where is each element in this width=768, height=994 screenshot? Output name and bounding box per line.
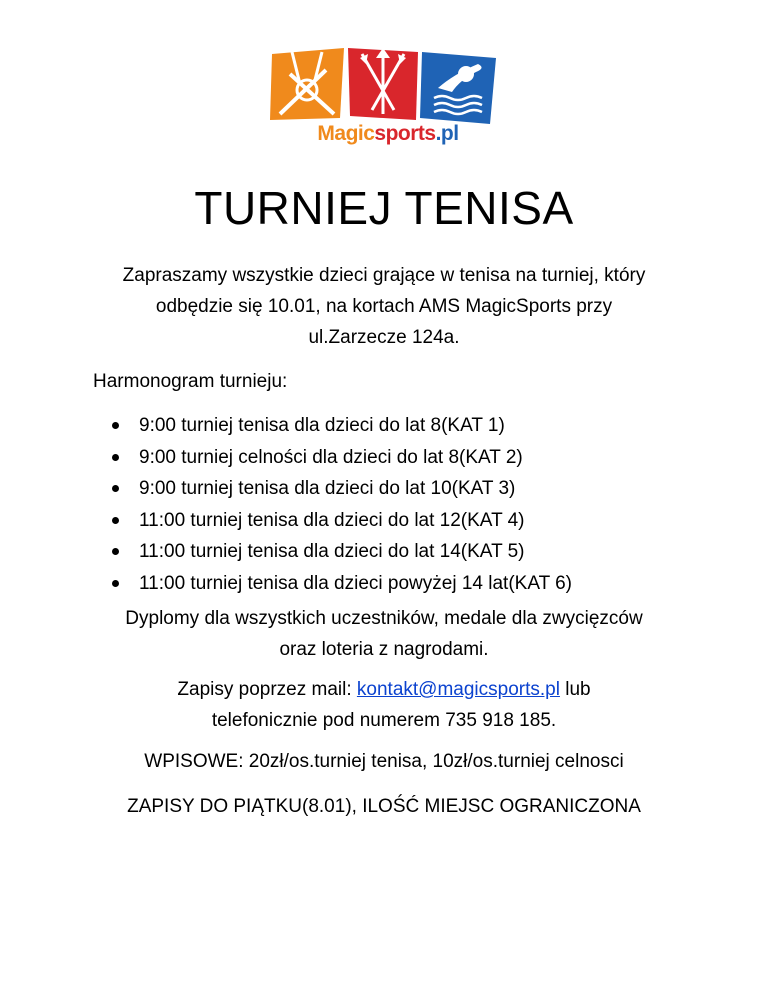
bullet-icon [112, 422, 119, 429]
logo-wordmark-magic: Magic [317, 122, 375, 145]
awards-line-2: oraz loteria z nagrodami. [279, 639, 489, 660]
logo-wordmark [308, 122, 468, 146]
signup-deadline-text: ZAPISY DO PIĄTKU(8.01), ILOŚĆ MIEJSC OGRANICZONA [127, 796, 641, 817]
schedule-item [112, 410, 572, 442]
bullet-icon [112, 580, 119, 587]
logo-wordmark-sports: sports [374, 122, 436, 145]
page-title: TURNIEJ TENISA [194, 182, 574, 234]
awards-paragraph [60, 603, 708, 665]
signup-prefix: Zapisy poprzez mail: [177, 679, 357, 700]
awards-line-1: Dyplomy dla wszystkich uczestników, medale dla zwycięzców [125, 608, 643, 629]
intro-line-1: Zapraszamy wszystkie dzieci grające w tenisa na turniej, który [122, 265, 646, 286]
magicsports-logo [268, 44, 500, 152]
bullet-icon [112, 517, 119, 524]
schedule-item-text: 9:00 turniej celności dla dzieci do lat 8(KAT 2) [139, 446, 523, 468]
gymnastics-rings-tile [270, 48, 344, 120]
schedule-item-text: 11:00 turniej tenisa dla dzieci powyżej 14 lat(KAT 6) [139, 572, 573, 594]
schedule-item-text: 9:00 turniej tenisa dla dzieci do lat 8(KAT 1) [139, 415, 505, 436]
schedule-item [112, 536, 572, 568]
email-link[interactable]: kontakt@magicsports.pl [356, 679, 560, 700]
schedule-item-text: 11:00 turniej tenisa dla dzieci do lat 12(KAT 4) [139, 509, 525, 531]
schedule-heading: Harmonogram turnieju: [93, 371, 288, 392]
schedule-list [112, 410, 572, 599]
logo-wordmark-domain: .pl [435, 122, 459, 145]
schedule-item [112, 568, 572, 600]
intro-line-3: ul.Zarzecze 124a. [308, 327, 460, 348]
logo-tiles [268, 44, 500, 124]
intro-paragraph [60, 260, 708, 353]
signup-paragraph [60, 674, 708, 736]
signup-suffix: lub [559, 679, 591, 700]
bullet-icon [112, 485, 119, 492]
swimming-tile [420, 52, 496, 124]
intro-line-2: odbędzie się 10.01, na kortach AMS MagicSports przy [155, 296, 613, 317]
bullet-icon [112, 548, 119, 555]
signup-phone-line: telefonicznie pod numerem 735 918 185. [211, 710, 557, 731]
schedule-item [112, 505, 572, 537]
schedule-item [112, 442, 572, 474]
schedule-item-text: 9:00 turniej tenisa dla dzieci do lat 10(KAT 3) [139, 478, 516, 499]
fencing-tile [348, 48, 418, 120]
schedule-item [112, 473, 572, 505]
bullet-icon [112, 454, 119, 461]
entry-fee-text: WPISOWE: 20zł/os.turniej tenisa, 10zł/os.turniej celnosci [144, 751, 624, 772]
schedule-item-text: 11:00 turniej tenisa dla dzieci do lat 14(KAT 5) [139, 541, 525, 562]
